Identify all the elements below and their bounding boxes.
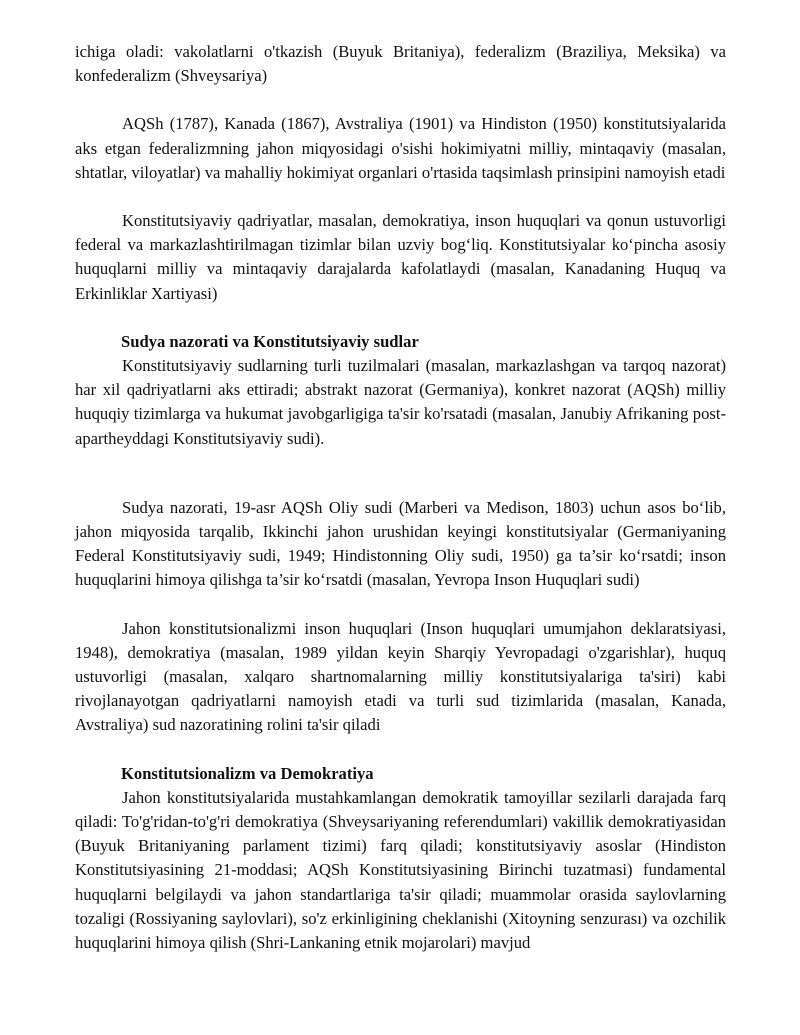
spacer [75, 306, 726, 330]
section-heading-democracy: Konstitutsionalizm va Demokratiya [121, 763, 374, 783]
spacer [75, 185, 726, 209]
document-page [75, 40, 726, 955]
paragraph-constitutional-values: Konstitutsiyaviy qadriyatlar, masalan, demokratiya, inson huquqlari va qonun ustuvorligi federal va markazlashtirilmagan tizimlar bilan uzviy bog‘liq. Konstitutsiyalar ko‘pincha asosiy huquqlarni milliy va mintaqaviy darajalarda kafolatlaydi (masalan, Kanadaning Huquq va Erkinliklar Xartiyasi) [75, 211, 726, 303]
paragraph-global-constitutionalism: Jahon konstitutsionalizmi inson huquqlari (Inson huquqlari umumjahon deklaratsiyasi, 1948), demokratiya (masalan, 1989 yildan keyin Sharqiy Yevropadagi o'zgarishlar), huquq ustuvorligi (masalan, xalqaro shartnomalarning milliy konstitutsiyalariga ta'siri) kabi rivojlanayotgan qadriyatlarni namoyish etadi va turli sud tizimlarida (masalan, Kanada, Avstraliya) sud nazoratining rolini ta'sir qiladi [75, 618, 726, 735]
paragraph-federalism: AQSh (1787), Kanada (1867), Avstraliya (1901) va Hindiston (1950) konstitutsiyalarida aks etgan federalizmning jahon miqyosidagi o'sishi hokimiyatni milliy, mintaqaviy (masalan, shtatlar, viloyatlar) va mahalliy hokimiyat organlari o'rtasida taqsimlash prinsipini namoyish etadi [75, 114, 726, 182]
spacer [75, 738, 726, 762]
spacer [75, 593, 726, 617]
paragraph-judicial-review-history: Sudya nazorati, 19-asr AQSh Oliy sudi (Marberi va Medison, 1803) uchun asos bo‘lib, jahon miqyosida tarqalib, Ikkinchi jahon urushidan keyingi konstitutsiyalar (Germaniyaning Federal Konstitutsiyaviy sudi, 1949; Hindistonning Oliy sudi, 1950) ga ta’sir ko‘rsatdi; inson huquqlarini himoya qilishga ta’sir ko‘rsatdi (masalan, Yevropa Inson Huquqlari sudi) [75, 497, 726, 590]
paragraph-constitutional-courts: Konstitutsiyaviy sudlarning turli tuzilmalari (masalan, markazlashgan va tarqoq nazorat) har xil qadriyatlarni aks ettiradi; abstrakt nazorat (Germaniya), konkret nazorat (AQSh) milliy huquqiy tizimlarga va hukumat javobgarligiga ta'sir ko'rsatadi (masalan, Janubiy Afrikaning post-apartheyddagi Konstitutsiyaviy sudi). [75, 356, 726, 448]
spacer [75, 451, 726, 496]
section-heading-judicial-review: Sudya nazorati va Konstitutsiyaviy sudlar [121, 331, 419, 351]
paragraph-continuation: ichiga oladi: vakolatlarni o'tkazish (Buyuk Britaniya), federalizm (Braziliya, Meksika) va konfederalizm (Shveysariya) [75, 42, 726, 86]
paragraph-democratic-principles: Jahon konstitutsiyalarida mustahkamlangan demokratik tamoyillar sezilarli darajada farq qiladi: To'g'ridan-to'g'ri demokratiya (Shveysariyaning referendumlari) vakillik demokratiyasidan (Buyuk Britaniyaning parlament tizimi) farq qiladi; konstitutsiyaviy asoslar (Hindiston Konstitutsiyasining 21-moddasi; AQSh Konstitutsiyasining Birinchi tuzatmasi) fundamental huquqlarni belgilaydi va jahon standartlariga ta'sir qiladi; muammolar orasida saylovlarning tozaligi (Rossiyaning saylovlari), so'z erkinligining cheklanishi (Xitoyning senzurası) va ozchilik huquqlarini himoya qilish (Shri-Lankaning etnik mojarolari) mavjud [75, 787, 726, 953]
spacer [75, 88, 726, 112]
